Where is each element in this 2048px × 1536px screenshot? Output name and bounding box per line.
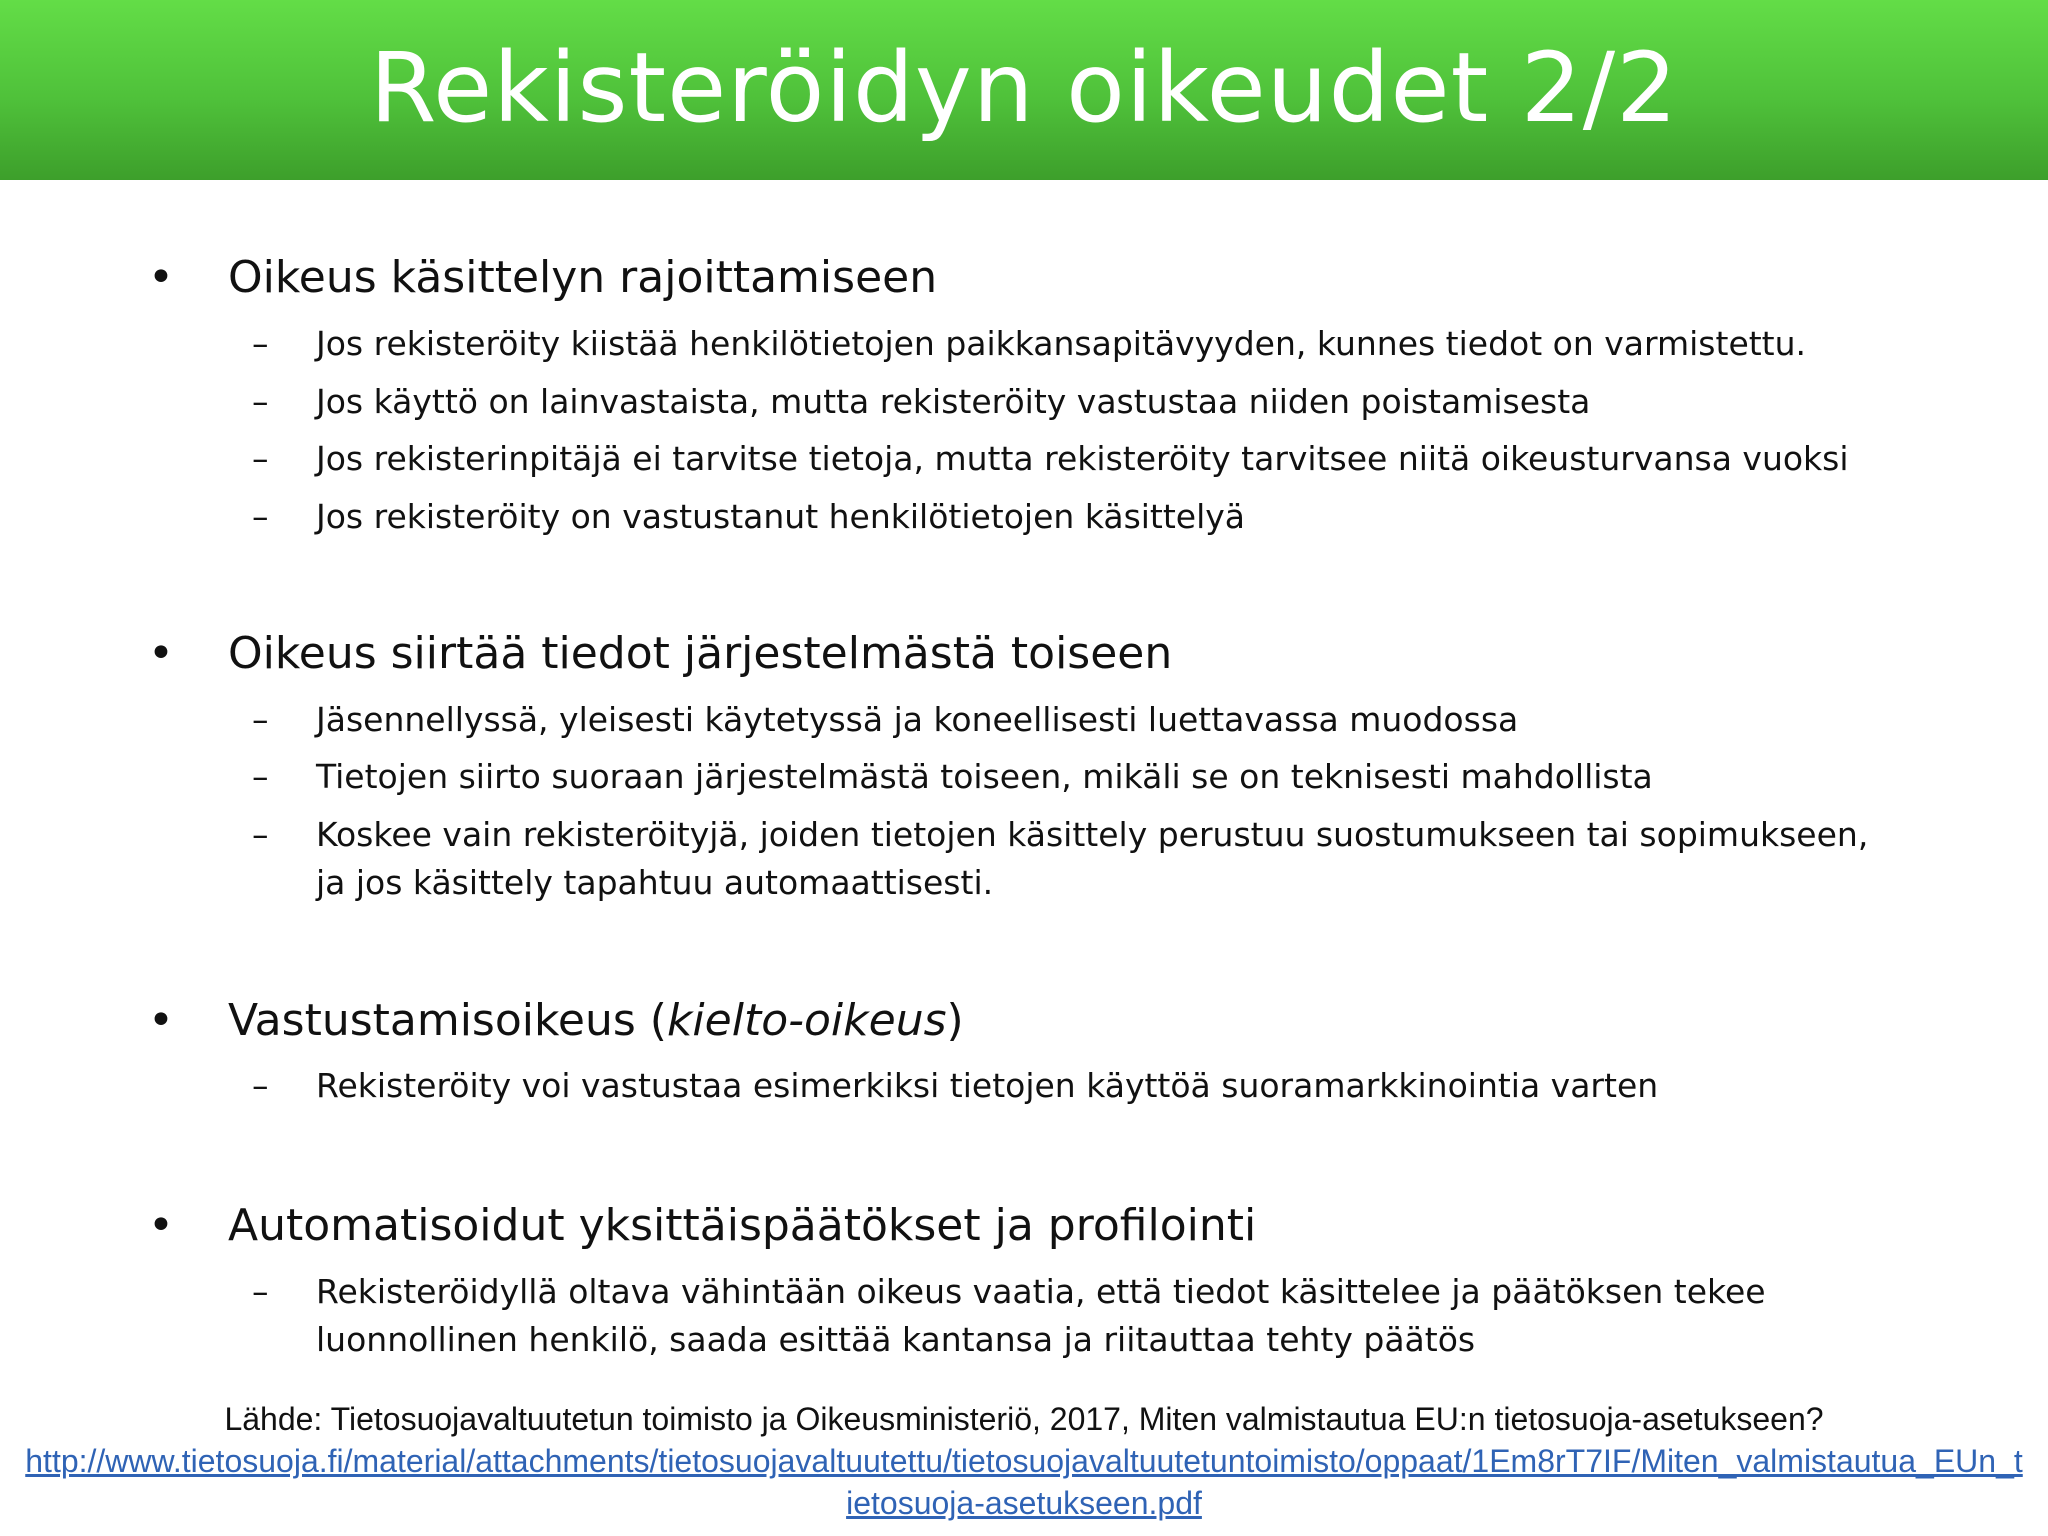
slide-title: Rekisteröidyn oikeudet 2/2 [369,32,1679,144]
dash-icon: – [252,324,269,363]
list-item-text: Koskee vain rekisteröityjä, joiden tietojen käsittely perustuu suostumukseen tai sopimukseen, ja jos käsittely tapahtuu automaattisesti. [316,815,1869,902]
source-citation: Lähde: Tietosuojavaltuutetun toimisto ja Oikeusministeriö, 2017, Miten valmistautua EU:n tietosuoja-asetukseen? [224,1401,1824,1437]
section-heading: Automatisoidut yksittäispäätökset ja profilointi [228,1200,1257,1251]
list-item-text: Jos rekisteröity on vastustanut henkilötietojen käsittelyä [316,497,1246,536]
list-item-text: Rekisteröity voi vastustaa esimerkiksi tietojen käyttöä suoramarkkinointia varten [316,1066,1659,1105]
list-item-text: Tietojen siirto suoraan järjestelmästä toiseen, mikäli se on teknisesti mahdollista [316,757,1653,796]
bullet-icon: • [148,995,174,1046]
dash-icon: – [252,700,269,739]
dash-icon: – [252,1066,269,1105]
dash-icon: – [252,757,269,796]
bullet-icon: • [148,252,174,303]
dash-icon: – [252,497,269,536]
bullet-icon: • [148,628,174,679]
list-item-text: Jos käyttö on lainvastaista, mutta rekisteröity vastustaa niiden poistamisesta [316,382,1591,421]
title-bar [0,0,2048,180]
section-heading [228,993,964,1049]
dash-icon: – [252,815,269,854]
heading-prefix: Vastustamisoikeus ( [228,995,667,1046]
list-item-text: Jos rekisteröity kiistää henkilötietojen paikkansapitävyyden, kunnes tiedot on varmistettu. [316,324,1807,363]
heading-italic: kielto-oikeus [666,995,947,1046]
list-item-text: Jäsennellyssä, yleisesti käytetyssä ja koneellisesti luettavassa muodossa [316,700,1519,739]
source-link[interactable]: http://www.tietosuoja.fi/material/attachments/tietosuojavaltuutettu/tietosuojavaltuutetuntoimisto/oppaat/1Em8rT7IF/Miten_valmistautua_EUn_tietosuoja-asetukseen.pdf [25,1443,2023,1521]
section-heading: Oikeus käsittelyn rajoittamiseen [228,252,938,303]
heading-suffix: ) [946,995,964,1046]
dash-icon: – [252,439,269,478]
list-item-text: Jos rekisterinpitäjä ei tarvitse tietoja, mutta rekisteröity tarvitsee niitä oikeusturvansa vuoksi [316,439,1849,478]
dash-icon: – [252,1272,269,1311]
dash-icon: – [252,382,269,421]
section-heading: Oikeus siirtää tiedot järjestelmästä toiseen [228,628,1173,679]
bullet-icon: • [148,1200,174,1251]
list-item-text: Rekisteröidyllä oltava vähintään oikeus vaatia, että tiedot käsittelee ja päätöksen tekee luonnollinen henkilö, saada esittää kantansa ja riitauttaa tehty päätös [316,1272,1766,1359]
